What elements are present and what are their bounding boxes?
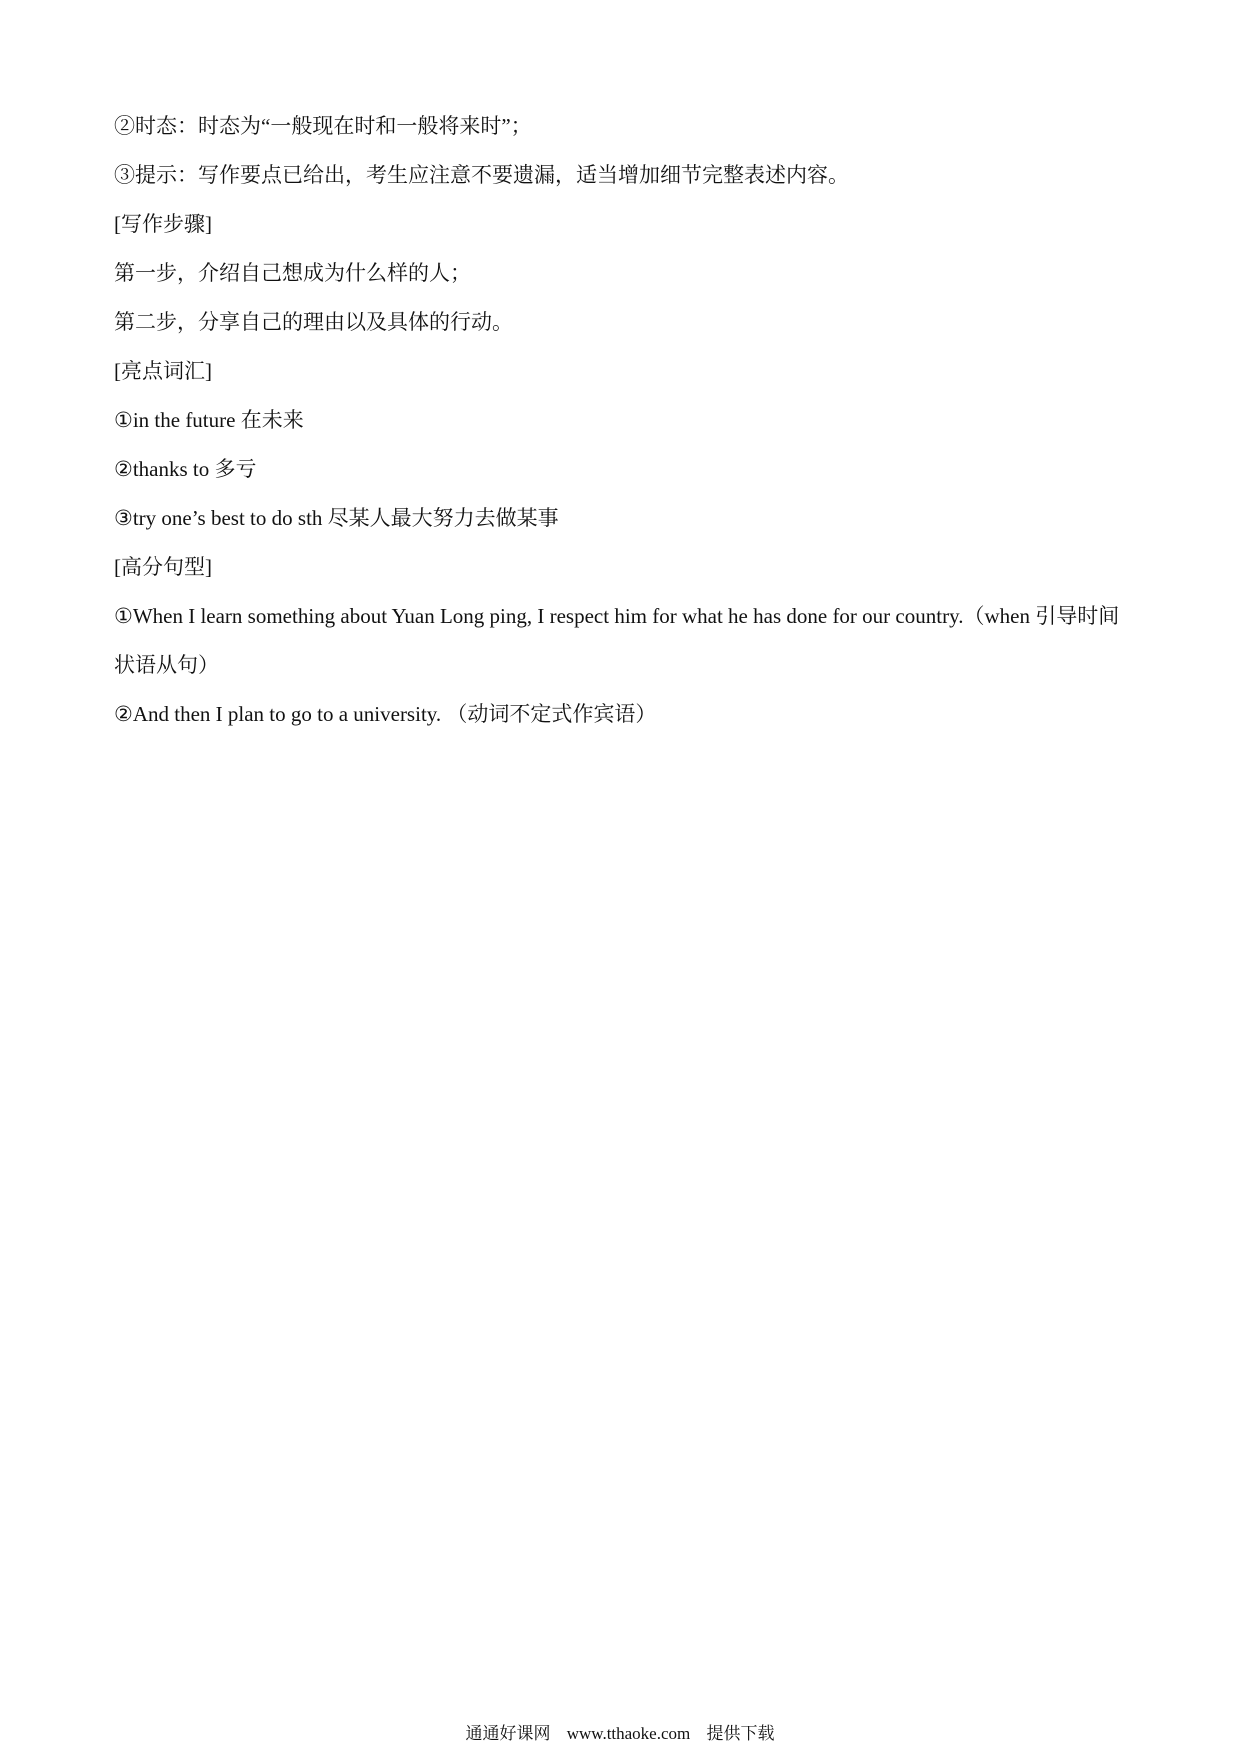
tense-note: ②时态：时态为“一般现在时和一般将来时”； — [114, 114, 532, 138]
sentence-item-2: ②And then I plan to go to a university. （动词不定式作宾语） — [114, 702, 657, 726]
step-one: 第一步，介绍自己想成为什么样的人； — [114, 261, 471, 285]
section-heading-writing-steps: [写作步骤] — [114, 212, 212, 236]
page-footer — [0, 1722, 1240, 1746]
section-heading-sentences: [高分句型] — [114, 555, 212, 579]
footer-url: www.tthaoke.com — [566, 1724, 691, 1743]
hint-note: ③提示：写作要点已给出，考生应注意不要遗漏，适当增加细节完整表述内容。 — [114, 163, 849, 187]
document-body — [114, 102, 1124, 739]
vocab-item-3: ③try one’s best to do sth 尽某人最大努力去做某事 — [114, 506, 559, 530]
step-two: 第二步，分享自己的理由以及具体的行动。 — [114, 310, 513, 334]
vocab-item-1: ①in the future 在未来 — [114, 408, 304, 432]
section-heading-vocabulary: [亮点词汇] — [114, 359, 212, 383]
footer-suffix: 提供下载 — [706, 1724, 775, 1743]
sentence-item-1: ①When I learn something about Yuan Long ping, I respect him for what he has done for our country.（when 引导时间状语从句） — [114, 604, 1120, 677]
footer-site-name: 通通好课网 — [465, 1724, 551, 1743]
vocab-item-2: ②thanks to 多亏 — [114, 457, 257, 481]
